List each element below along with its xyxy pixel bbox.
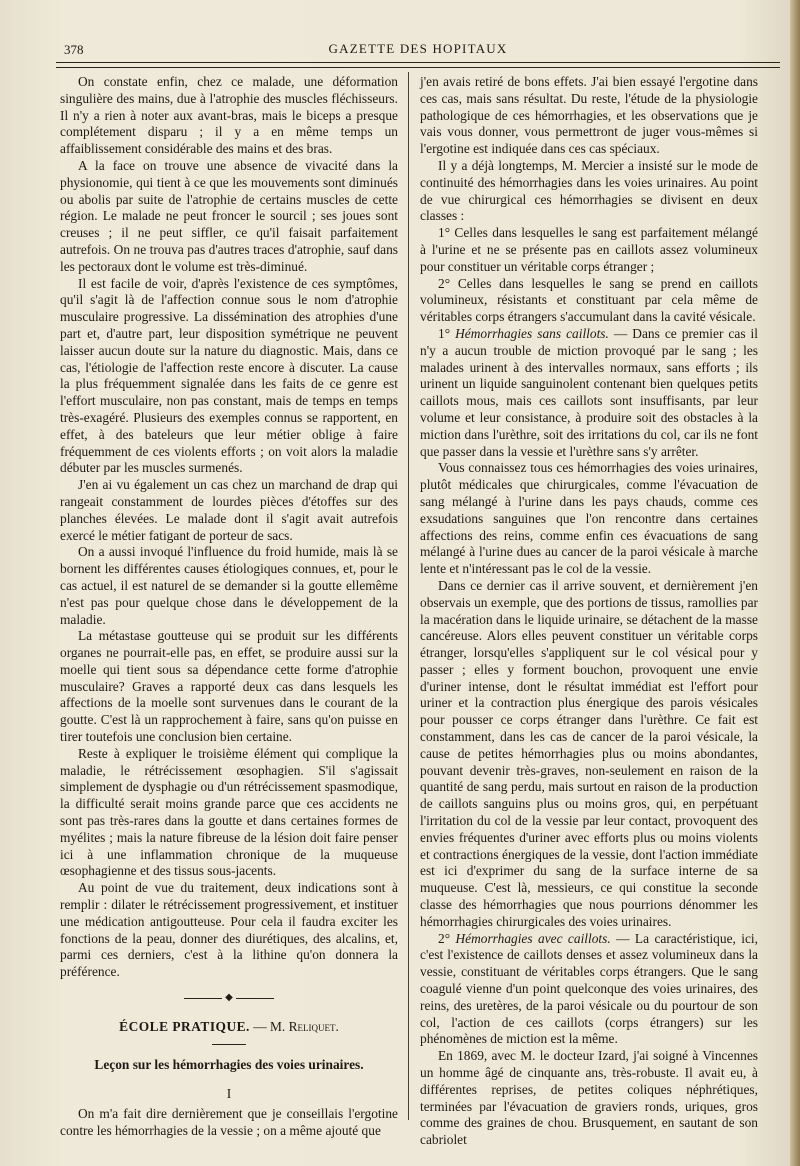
paragraph: En 1869, avec M. le docteur Izard, j'ai soigné à Vincennes un homme âgé de cinquante ans, très-robuste. Il avait eu, à différentes reprises, de petites coliques néphrétiques, terminées par l'évacuation de graviers ronds, uriques, gros comme des graines de chou. Brusquement, en sautant de son cabriolet bbox=[420, 1048, 758, 1148]
paragraph-text: — Dans ce premier cas il n'y a aucun trouble de miction provoqué par le sang ; les malades urinent à des intervalles normaux, sans efforts ; ils urinent un liquide sanguinolent contenant bien quelques petits caillots mous, mais ces caillots sont insuffisants, par leur volume et leur consistance, à produire soit des obstacles à la miction dans l'urèthre, soit des irritations du col, car ils ne font que passer dans la vessie et l'urèthre sans s'y arrêter. bbox=[420, 325, 759, 459]
lecture-number: I bbox=[226, 1085, 232, 1101]
header-rule bbox=[56, 62, 780, 68]
paragraph: 2° Celles dans lesquelles le sang se prend en caillots volumineux, résistants et constituant par cela même de véritables corps étrangers s'accumulant dans la cavité vésicale. bbox=[420, 275, 758, 325]
paragraph: Reste à expliquer le troisième élément qui complique la maladie, le rétrécissement œsophagien. S'il s'agissait simplement de dysphagie ou d'un rétrécissement spasmodique, la difficulté serait moins grande parce que ces accidents ne sont pas très-rares dans la goutte et dans certaines formes de myélites ; mais la nature fibreuse de la lésion doit faire penser ici à une inflammation chronique de la muqueuse œsophagienne et des tissus sous-jacents. bbox=[60, 745, 398, 879]
section-heading-author: — M. Reliquet. bbox=[249, 1019, 339, 1035]
paragraph: On a aussi invoqué l'influence du froid humide, mais là se bornent les différentes causes étiologiques connues, et, pour le cas actuel, il est naturel de se demander si la goutte ellemême n'est pas pour quelque chose dans le développement de la maladie. bbox=[60, 544, 398, 627]
paragraph bbox=[420, 326, 758, 460]
paragraph: A la face on trouve une absence de vivacité dans la physionomie, qui tient à ce que les mouvements sont diminués ou abolis par suite de l'atrophie de certains muscles de cette région. Le malade ne peut froncer le sourcil ; ses joues sont creuses ; il ne peut siffler, ce qu'il faisait parfaitement autrefois. On ne trouva pas d'autres traces d'atrophie, sauf dans les pectoraux dont le volume est très-diminué. bbox=[60, 157, 398, 274]
paragraph: J'en ai vu également un cas chez un marchand de drap qui rangeait constamment de lourdes pièces d'étoffes sur des planches élevées. Le malade dont il s'agit avait autrefois exercé le métier fatigant de porteur de sacs. bbox=[60, 477, 398, 543]
section-heading-label: ÉCOLE PRATIQUE. bbox=[119, 1019, 250, 1035]
short-rule bbox=[212, 1044, 246, 1045]
paragraph: Vous connaissez tous ces hémorrhagies des voies urinaires, plutôt médicales que chirurgicales, comme l'évacuation de sang mélangé à l'urine dans les pays chauds, comme ces exsudations sanguines que l'on rencontre dans certaines affections des reins, comme enfin ces évacuations de sang mélangé à l'urine dues au cancer de la paroi vésicale à marche lente et n'intéressant pas le col de la vessie. bbox=[420, 460, 758, 577]
left-column bbox=[60, 74, 398, 1140]
right-column bbox=[420, 74, 758, 1149]
column-divider bbox=[408, 72, 409, 1120]
paragraph: Il y a déjà longtemps, M. Mercier a insisté sur le mode de continuité des hémorrhagies dans les voies urinaires. Au point de vue chirurgical ces hémorrhagies se divisent en deux classes : bbox=[420, 157, 758, 224]
page-edge bbox=[790, 0, 800, 1166]
page-header bbox=[56, 38, 780, 60]
page-number: 378 bbox=[64, 42, 84, 57]
paragraph: On m'a fait dire dernièrement que je conseillais l'ergotine contre les hémorrhagies de la vessie ; on a même ajouté que bbox=[60, 1106, 398, 1139]
subheading: Hémorrhagies sans caillots. bbox=[455, 325, 609, 341]
subheading: Hémorrhagies avec caillots. bbox=[455, 930, 611, 946]
paragraph: Au point de vue du traitement, deux indications sont à remplir : dilater le rétrécissement progressivement, et instituer une médication antigoutteuse. Pour cela il faudra exciter les fonctions de la peau, donner des diurétiques, des alcalins, et, parmi ces derniers, c'est à la lithine qu'on donnera la préférence. bbox=[60, 880, 398, 980]
paragraph: 1° Celles dans lesquelles le sang est parfaitement mélangé à l'urine et ne se présente pas en caillots assez volumineux pour constituer un véritable corps étranger ; bbox=[420, 225, 758, 274]
paragraph: Dans ce dernier cas il arrive souvent, et dernièrement j'en observais un exemple, que des portions de tissus, ramollies par la macération dans le liquide urinaire, se détachent de la masse cancéreuse. Alors elles peuvent constituer un véritable corps étranger, lorsqu'elles s'appliquent sur le col vésical pour y passer ; elles y forment bouchon, provoquent une envie d'uriner intense, dont le résultat immédiat est l'effort pour uriner et la contraction plus énergique des parois vésicales pour pousser ce corps étranger dans l'urèthre. Ce fait est constamment, dans les cas de cancer de la paroi vésicale, la cause de petites hémorrhagies plus ou moins abondantes, pouvant devenir très-graves, non-seulement en raison de la quantité de sang perdu, mais surtout en raison de la production de caillots sanguins plus ou moins gros, qui, en perpétuant l'irritation du col de la vessie par leur contact, provoquent des envies fréquentes d'uriner avec efforts plus ou moins violents et contractions énergiques de la vessie, dont l'action immédiate est ici d'exprimer du sang de la surface interne de sa muqueuse. C'est là, messieurs, ce qui constitue la seconde classe des hémorrhagies que nous pourrions dénommer les hémorrhagies chirurgicales des voies urinaires. bbox=[420, 577, 758, 929]
paragraph-text: — La caractéristique, ici, c'est l'existence de caillots denses et assez volumineux dans la vessie, constituant de véritables corps étrangers. Que le sang coagulé vienne d'un point quelconque des voies urinaires, des reins, des uretères, de la paroi vésicale ou du pourtour de son col, l'action de ces caillots (corps étrangers) sur les phénomènes de miction est la même. bbox=[420, 930, 759, 1047]
lecture-title: Leçon sur les hémorrhagies des voies urinaires. bbox=[94, 1056, 364, 1072]
paragraph: Il est facile de voir, d'après l'existence de ces symptômes, qu'il s'agit là de l'affection connue sous le nom d'atrophie musculaire progressive. La dissémination des atrophies d'une part et, d'autre part, leur disposition symétrique ne peuvent laisser aucun doute sur la nature du diagnostic. Mais, dans ce cas, l'étiologie de l'affection reste encore à discuter. La cause la plus fréquemment signalée dans les faits de ce genre est l'effort musculaire, non pas constant, mais de temps en temps très-exagéré. Plusieurs des exemples connus se rapportent, en effet, à des bateleurs que leur métier oblige à faire fréquemment de ces violents efforts ; on voit alors la maladie débuter par les muscles surmenés. bbox=[60, 275, 398, 476]
paragraph: On constate enfin, chez ce malade, une déformation singulière des mains, due à l'atrophie des muscles fléchisseurs. Il n'y a rien à noter aux avant-bras, mais le biceps a presque complétement disparu ; il y a en même temps un affaiblissement considérable des mains et des bras. bbox=[60, 74, 398, 157]
section-heading bbox=[60, 1019, 398, 1036]
paragraph bbox=[420, 931, 758, 1049]
paragraph: j'en avais retiré de bons effets. J'ai bien essayé l'ergotine dans ces cas, mais sans résultat. Du reste, l'étude de la physiologie pathologique de ces hémorrhagies, et les observations que je vais vous donner, vous permettront de juger vous-mêmes si l'ergotine est indiquée dans ces cas spéciaux. bbox=[420, 74, 758, 157]
item-number: 2° bbox=[438, 930, 456, 946]
item-number: 1° bbox=[438, 325, 456, 341]
running-title: GAZETTE DES HOPITAUX bbox=[328, 41, 508, 56]
diamond-ornament: ◆ bbox=[222, 992, 236, 1003]
paragraph: La métastase goutteuse qui se produit sur les différents organes ne pourrait-elle pas, en effet, se produire aussi sur la moelle qui tient sous sa dépendance cette forme d'atrophie musculaire? Graves a rapporté deux cas dans lesquels les affections de la moelle sont survenues dans le courant de la goutte. C'est là un rapprochement à faire, sans qu'on puisse en tirer toutefois une conclusion bien certaine. bbox=[60, 628, 398, 745]
section-separator bbox=[184, 993, 274, 1003]
